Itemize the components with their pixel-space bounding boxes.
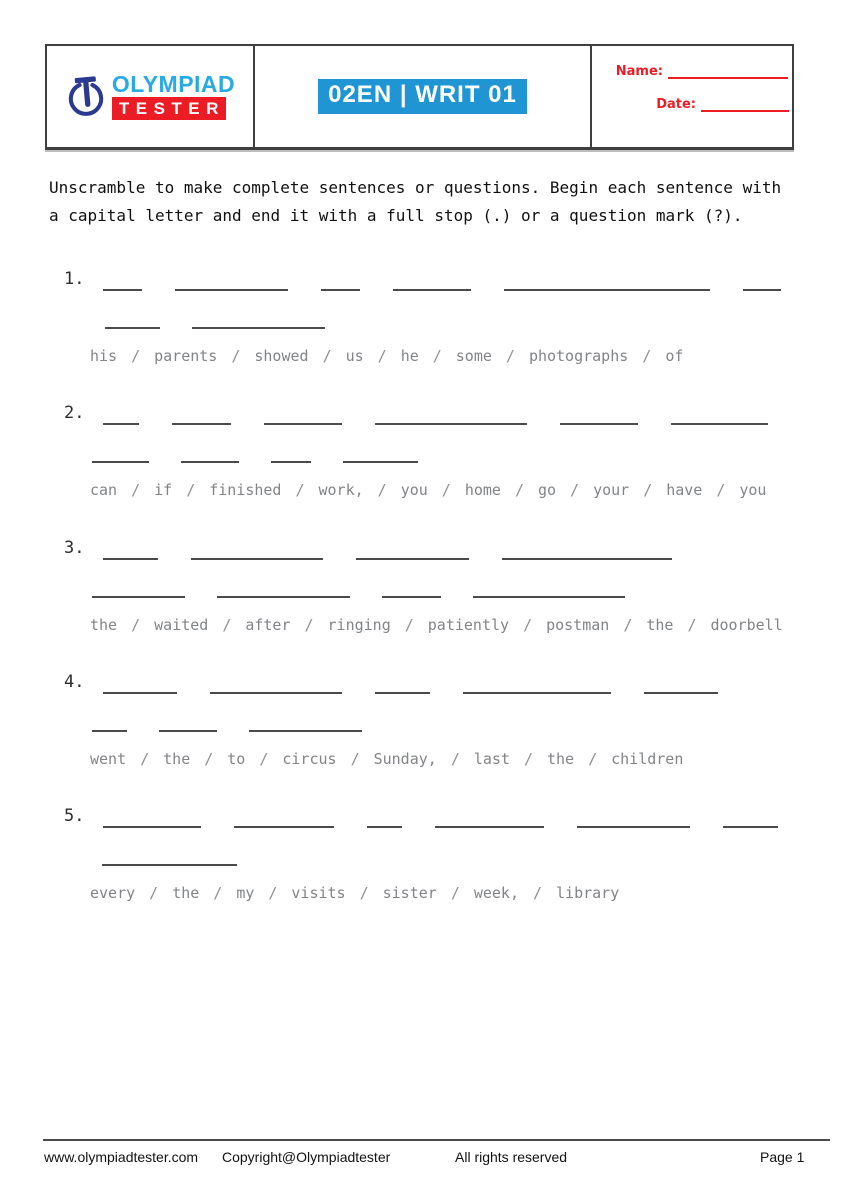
answer-blank [172, 423, 231, 425]
word: visits [291, 884, 346, 902]
answer-blank [191, 558, 323, 560]
answer-blank [103, 826, 201, 828]
word-separator: / [231, 347, 241, 365]
word-separator: / [304, 616, 314, 634]
date-row [656, 98, 789, 112]
answer-blank [175, 289, 288, 291]
answer-blank [367, 826, 402, 828]
date-blank-line [701, 98, 789, 112]
answer-blank [271, 461, 311, 463]
answer-line-row [102, 828, 805, 866]
exercise-1 [45, 270, 805, 366]
date-label: Date: [656, 97, 696, 112]
word-separator: / [377, 347, 387, 365]
word: if [154, 481, 173, 499]
word: the [163, 750, 191, 768]
word-bank [90, 481, 805, 500]
name-label: Name: [615, 64, 663, 79]
header [45, 44, 794, 150]
word-bank [90, 884, 805, 903]
answer-line-row [103, 270, 805, 291]
exercise-5 [45, 807, 805, 903]
word: some [455, 347, 492, 365]
answer-line-row [103, 807, 805, 828]
word: parents [154, 347, 218, 365]
word: have [666, 481, 703, 499]
word: sister [382, 884, 437, 902]
word-separator: / [450, 884, 460, 902]
word: children [611, 750, 684, 768]
answer-blank [463, 692, 611, 694]
footer-rights: All rights reserved [455, 1149, 568, 1165]
word: he [400, 347, 419, 365]
word: patiently [427, 616, 510, 634]
answer-blank [103, 558, 158, 560]
answer-blank [159, 730, 217, 732]
answer-blank [92, 730, 127, 732]
answer-blank [577, 826, 690, 828]
word: go [537, 481, 557, 499]
word: Sunday, [373, 750, 437, 768]
answer-line-row [92, 694, 805, 732]
word: can [90, 481, 118, 499]
word-separator: / [222, 616, 232, 634]
exercise-number: 1. [64, 269, 85, 289]
answer-line-row [92, 425, 805, 463]
word: the [547, 750, 575, 768]
word: you [400, 481, 428, 499]
word: ringing [327, 616, 391, 634]
word: after [245, 616, 291, 634]
word-separator: / [204, 750, 214, 768]
name-row [616, 65, 788, 79]
word-separator: / [268, 884, 278, 902]
answer-blank [103, 289, 142, 291]
footer-page-number: Page 1 [760, 1149, 805, 1165]
answer-blank [473, 596, 625, 598]
word-separator: / [131, 347, 141, 365]
answer-blank [375, 423, 527, 425]
olympiadtester-logo-icon [65, 74, 107, 120]
word: doorbell [710, 616, 783, 634]
word: my [236, 884, 255, 902]
answer-blank [560, 423, 638, 425]
word-separator: / [505, 347, 515, 365]
word: last [473, 750, 510, 768]
word-separator: / [623, 616, 633, 634]
exercise-2 [45, 404, 805, 500]
word: finished [209, 481, 282, 499]
word: library [556, 884, 620, 902]
word-separator: / [140, 750, 150, 768]
name-blank-line [668, 65, 788, 79]
answer-line-row [103, 539, 805, 560]
word-separator: / [588, 750, 598, 768]
answer-blank [375, 692, 430, 694]
footer-website: www.olympiadtester.com [44, 1149, 199, 1165]
word-bank [90, 347, 805, 366]
answer-blank [181, 461, 239, 463]
logo-text [112, 73, 235, 120]
word: went [90, 750, 127, 768]
header-title-cell [255, 46, 590, 147]
answer-blank [192, 327, 325, 329]
word: the [646, 616, 674, 634]
answer-blank [321, 289, 360, 291]
word-bank [90, 750, 805, 769]
answer-blank [217, 596, 350, 598]
word: to [227, 750, 246, 768]
answer-blank [723, 826, 778, 828]
word-separator: / [213, 884, 223, 902]
word-separator: / [514, 481, 524, 499]
exercise-3 [45, 539, 805, 635]
word-bank [90, 616, 805, 635]
word: us [345, 347, 364, 365]
word-separator: / [533, 884, 543, 902]
word-separator: / [432, 347, 442, 365]
word-separator: / [377, 481, 387, 499]
word-separator: / [322, 347, 332, 365]
answer-blank [504, 289, 710, 291]
word-separator: / [131, 616, 141, 634]
answer-blank [435, 826, 544, 828]
word-separator: / [186, 481, 196, 499]
answer-blank [103, 692, 177, 694]
answer-blank [249, 730, 362, 732]
exercise-4 [45, 673, 805, 769]
word-separator: / [149, 884, 159, 902]
answer-blank [102, 864, 237, 866]
word: of [665, 347, 684, 365]
word-separator: / [404, 616, 414, 634]
word: week, [473, 884, 519, 902]
word-separator: / [450, 750, 460, 768]
logo [47, 46, 255, 147]
word-separator: / [570, 481, 580, 499]
answer-blank [105, 327, 160, 329]
answer-blank [92, 461, 149, 463]
exercise-number: 2. [64, 403, 85, 423]
answer-blank [343, 461, 418, 463]
answer-line-row [92, 560, 805, 598]
answer-blank [264, 423, 342, 425]
word: home [464, 481, 501, 499]
name-date-cell [590, 46, 792, 147]
word-separator: / [687, 616, 697, 634]
footer-divider [43, 1139, 830, 1141]
answer-line-row [105, 291, 805, 329]
answer-blank [502, 558, 672, 560]
answer-blank [743, 289, 781, 291]
word-separator: / [642, 347, 652, 365]
word-separator: / [643, 481, 653, 499]
word: his [90, 347, 118, 365]
word-separator: / [523, 750, 533, 768]
answer-blank [103, 423, 139, 425]
answer-blank [671, 423, 768, 425]
word: you [739, 481, 767, 499]
word-separator: / [131, 481, 141, 499]
word: the [172, 884, 200, 902]
logo-text-tester: TESTER [112, 97, 226, 120]
answer-blank [356, 558, 469, 560]
word-separator: / [259, 750, 269, 768]
answer-line-row [103, 673, 805, 694]
worksheet-code-badge: 02EN | WRIT 01 [318, 79, 527, 114]
logo-text-olympiad: OLYMPIAD [111, 71, 236, 97]
word: postman [546, 616, 610, 634]
answer-blank [92, 596, 185, 598]
word: photographs [528, 347, 629, 365]
word: showed [254, 347, 309, 365]
word: every [90, 884, 136, 902]
exercise-number: 5. [64, 806, 85, 826]
word-separator: / [350, 750, 360, 768]
answer-blank [210, 692, 342, 694]
word: your [593, 481, 630, 499]
word-separator: / [295, 481, 305, 499]
exercise-number: 3. [64, 538, 85, 558]
word: the [90, 616, 118, 634]
answer-blank [234, 826, 334, 828]
answer-blank [393, 289, 471, 291]
footer-copyright: Copyright@Olympiadtester [222, 1149, 391, 1165]
word: waited [154, 616, 209, 634]
exercise-number: 4. [64, 672, 85, 692]
answer-blank [644, 692, 718, 694]
answer-line-row [103, 404, 805, 425]
word-separator: / [359, 884, 369, 902]
word-separator: / [716, 481, 726, 499]
word: circus [282, 750, 337, 768]
instructions-text: Unscramble to make complete sentences or questions. Begin each sentence with a capital letter and end it with a full stop (.) or a question mark (?). [49, 178, 782, 225]
answer-blank [382, 596, 441, 598]
word-separator: / [441, 481, 451, 499]
word-separator: / [523, 616, 533, 634]
word: work, [318, 481, 364, 499]
